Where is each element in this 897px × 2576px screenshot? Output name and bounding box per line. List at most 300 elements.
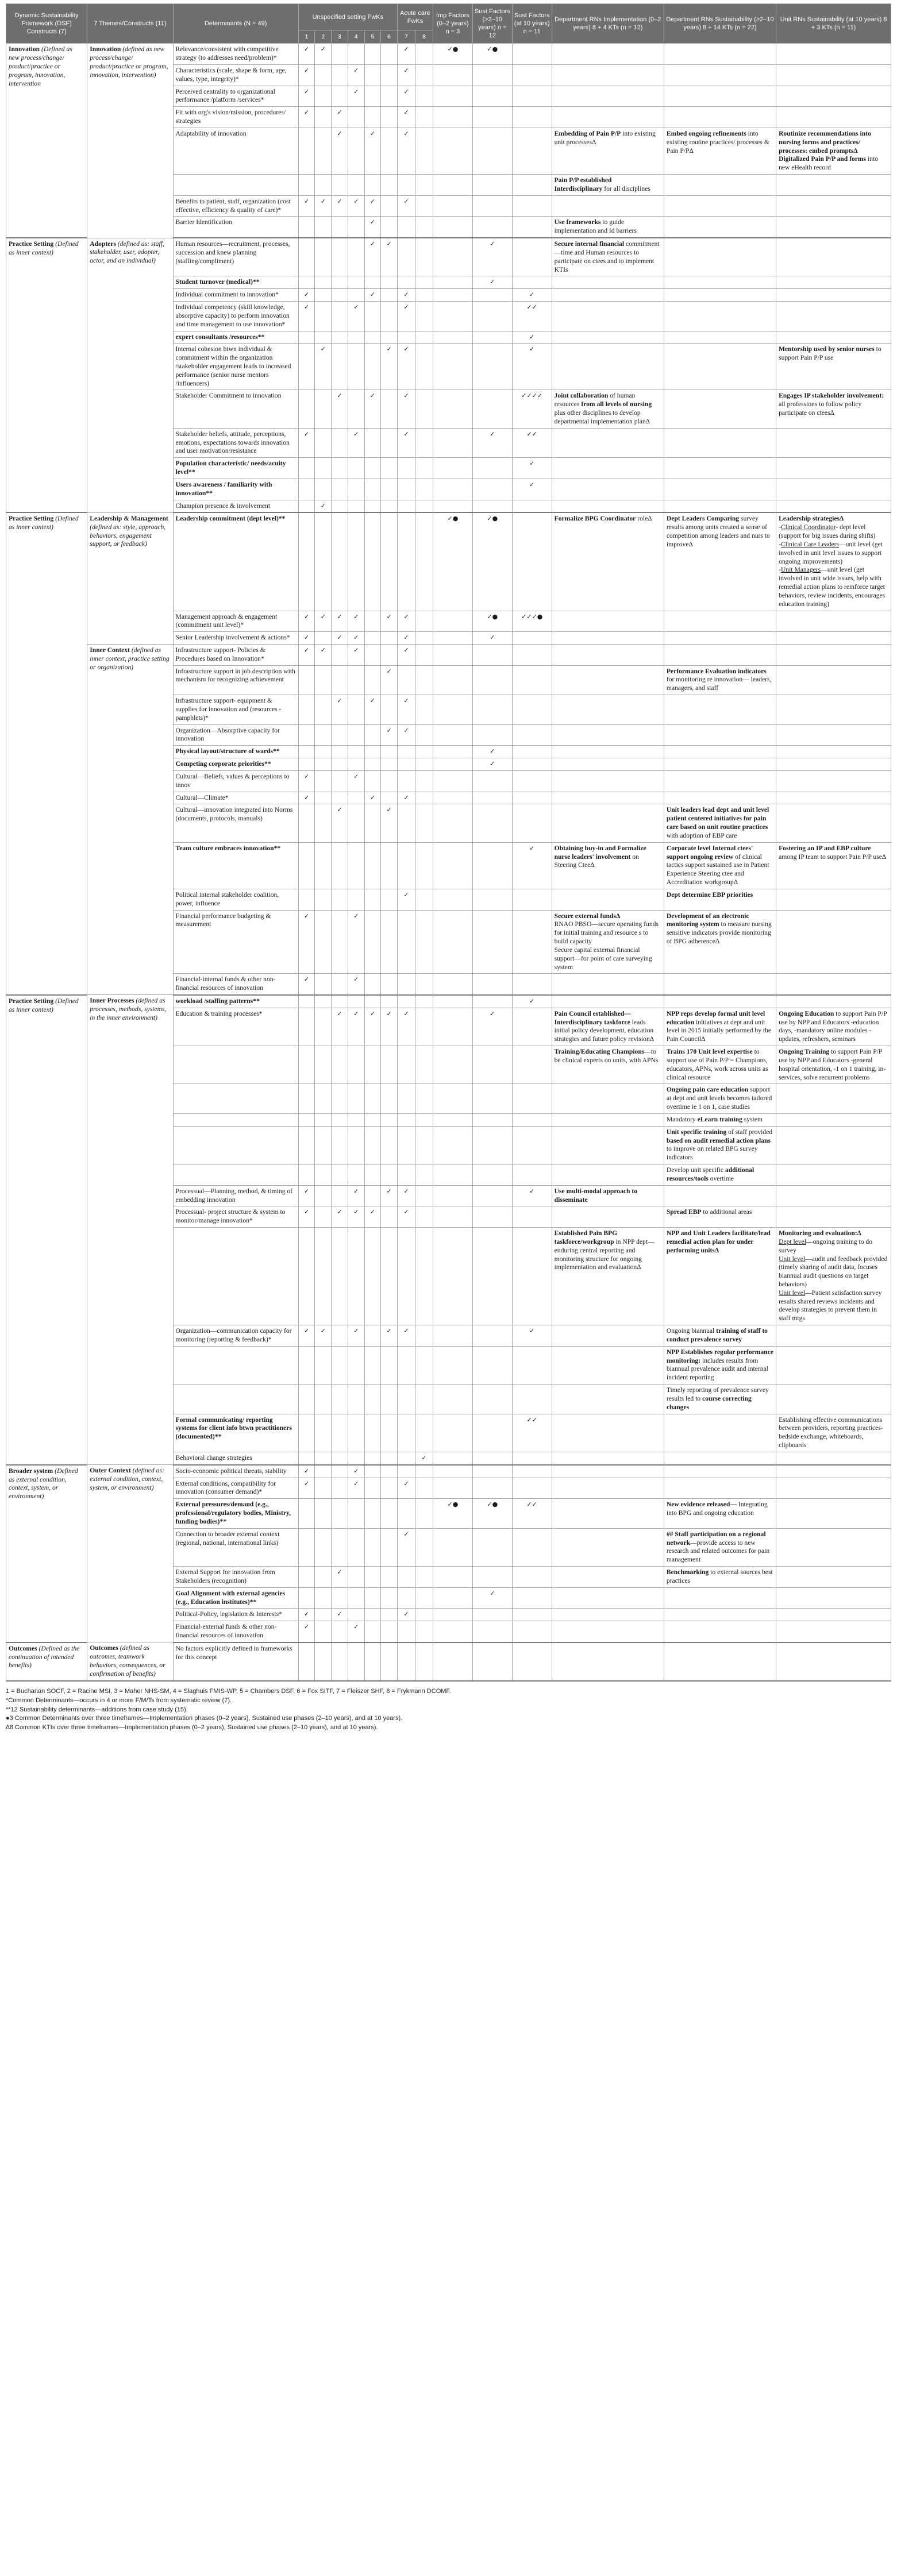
text-run: Financial-external funds & other non-financial resources of innovation [175,1623,277,1639]
header-fwk-4: 4 [348,30,364,44]
dept-sustainability-cell [664,128,776,174]
unit-sustainability-cell [776,1499,891,1528]
dept-sustainability-cell [664,1621,776,1642]
table-row [6,44,891,65]
text-run: Relevance/consistent with competitive strategy (to addresses need/problem)* [175,45,279,62]
text-run: Cultural—innovation integrated into Norms (documents, protocols, manuals) [175,806,293,823]
text-run: Secure capital external financial support—for point of care surveying system [554,946,652,971]
determinant-cell [173,974,298,995]
determinant-cell [173,1113,298,1126]
framework-2-check [315,632,332,645]
sust-10-factor-cell [512,175,552,196]
imp-factor-cell [433,107,472,128]
determinant-cell [173,1499,298,1528]
framework-5-check [364,302,381,331]
theme-construct-cell [87,44,173,238]
determinant-cell [173,44,298,65]
framework-1-check: ✓ [298,1478,315,1499]
imp-factor-cell [433,1385,472,1414]
dept-implementation-cell [552,428,664,457]
text-run: Stakeholder beliefs, attitude, perceptions, emotions, expectations towards innovation and user motivation/resistance [175,430,290,455]
framework-8-check [415,276,433,289]
imp-factor-cell [433,390,472,428]
unit-sustainability-cell [776,1346,891,1384]
sust-factor-cell [472,1206,512,1228]
framework-1-check [298,1385,315,1414]
framework-6-check [381,1642,398,1681]
framework-6-check [381,1046,398,1084]
framework-2-check [315,804,332,842]
framework-1-check [298,804,315,842]
dept-implementation-cell [552,1164,664,1186]
header-sust-factors: Sust Factors (>2–10 years) n = 12 [472,4,512,44]
framework-3-check [332,1587,348,1609]
framework-1-check: ✓ [298,289,315,302]
text-run: for monitoring re innovation— leaders, managers, and staff [666,676,772,692]
text-run: Spread EBP [666,1208,702,1216]
text-run: NPP and Unit Leaders facilitate/lead remedial action plan for under performing units∆ [666,1229,771,1254]
framework-1-check [298,1414,315,1452]
text-run: Team culture embraces innovation** [175,844,281,852]
footnote-common-determinants-timeframes: ●3 Common Determinants over three timeframes—Implementation phases (0–2 years), Sustained use phases (2–10 years), and at 10 years). [6,1715,403,1722]
dept-implementation-cell [552,974,664,995]
text-run: Management approach & engagement (commitment unit level)* [175,612,278,629]
dept-sustainability-cell [664,1084,776,1113]
framework-5-check: ✓ [364,390,381,428]
text-run: to external sources best practices [666,1568,773,1584]
imp-factor-cell [433,500,472,512]
framework-8-check [415,428,433,457]
unit-sustainability-cell [776,238,891,276]
dept-sustainability-cell [664,1126,776,1164]
framework-7-check: ✓ [397,128,415,174]
framework-7-check: ✓ [397,289,415,302]
determinant-cell [173,302,298,331]
framework-8-check [415,1621,433,1642]
sust-10-factor-cell: ✓✓ [512,302,552,331]
text-run: Unit leaders lead dept and unit level patient centered initiatives for pain care based on unit routine practices [666,806,769,831]
text-run: (defined as new process/change/ product/practice or program, innovation, intervention) [90,45,168,79]
framework-1-check [298,665,315,695]
dept-sustainability-cell [664,842,776,889]
framework-4-check [348,889,364,910]
imp-factor-cell [433,758,472,771]
framework-2-check [315,276,332,289]
framework-3-check [332,1228,348,1325]
framework-4-check [348,175,364,196]
framework-5-check [364,758,381,771]
framework-8-check [415,1414,433,1452]
dept-implementation-cell [552,44,664,65]
framework-8-check [415,390,433,428]
dept-sustainability-cell [664,238,776,276]
framework-2-check [315,217,332,238]
framework-1-check: ✓ [298,302,315,331]
header-unspecified-fwks: Unspecified setting FwKs [298,4,397,30]
unit-sustainability-cell [776,44,891,65]
sust-factor-cell [472,107,512,128]
text-run: into existing unit processes∆ [554,129,656,146]
framework-3-check [332,792,348,804]
text-run: Corporate level Internal ctees' support ongoing review [666,844,753,861]
sust-10-factor-cell [512,500,552,512]
text-run: Ongoing biannual [666,1327,717,1335]
unit-sustainability-cell [776,995,891,1008]
imp-factor-cell [433,1164,472,1186]
framework-2-check [315,479,332,500]
framework-6-check [381,500,398,512]
framework-4-check: ✓ [348,770,364,792]
framework-4-check: ✓ [348,302,364,331]
dept-implementation-cell [552,1385,664,1414]
text-run: Cultural—Beliefs, values & perceptions to innov [175,772,290,789]
framework-5-check [364,458,381,479]
dept-implementation-cell [552,1567,664,1588]
header-fwk-7: 7 [397,30,415,44]
dept-implementation-cell [552,107,664,128]
framework-6-check [381,217,398,238]
framework-5-check [364,611,381,632]
framework-5-check [364,479,381,500]
framework-6-check [381,86,398,107]
determinant-cell [173,695,298,724]
framework-5-check [364,1084,381,1113]
text-run: - [779,523,781,531]
framework-5-check [364,1478,381,1499]
dsf-construct-cell [6,44,87,238]
framework-2-check [315,974,332,995]
sust-factor-cell [472,1478,512,1499]
framework-1-check [298,1113,315,1126]
imp-factor-cell [433,770,472,792]
sust-factor-cell [472,804,512,842]
dept-implementation-cell [552,724,664,746]
sust-factor-cell [472,302,512,331]
framework-5-check: ✓ [364,289,381,302]
unit-sustainability-cell [776,1587,891,1609]
theme-construct-cell [87,1465,173,1642]
framework-8-check [415,1206,433,1228]
framework-7-check: ✓ [397,889,415,910]
imp-factor-cell [433,611,472,632]
text-run: Infrastructure support- Policies & Procedures based on Innovation* [175,646,265,662]
framework-7-check [397,1084,415,1113]
table-row [6,238,891,276]
text-run: Senior Leadership involvement & actions* [175,634,290,642]
framework-3-check [332,1528,348,1566]
framework-3-check: ✓ [332,195,348,217]
framework-1-check [298,479,315,500]
framework-7-check [397,1346,415,1384]
framework-5-check [364,724,381,746]
dept-sustainability-cell [664,1452,776,1464]
framework-6-check [381,1452,398,1464]
determinant-cell [173,428,298,457]
framework-1-check [298,512,315,611]
framework-5-check [364,344,381,390]
framework-3-check [332,770,348,792]
framework-8-check [415,217,433,238]
unit-sustainability-cell [776,758,891,771]
sust-10-factor-cell: ✓✓✓● [512,611,552,632]
framework-2-check [315,238,332,276]
determinant-cell [173,175,298,196]
framework-7-check [397,974,415,995]
framework-5-check [364,107,381,128]
unit-sustainability-cell [776,910,891,974]
framework-8-check [415,842,433,889]
dept-implementation-cell [552,1046,664,1084]
sust-10-factor-cell [512,1642,552,1681]
framework-6-check [381,1126,398,1164]
dept-sustainability-cell [664,1528,776,1566]
text-run: Outcomes [9,1644,39,1652]
framework-6-check [381,1084,398,1113]
framework-6-check [381,428,398,457]
imp-factor-cell [433,645,472,666]
text-run: Stakeholder Commitment to innovation [175,392,282,400]
unit-sustainability-cell [776,458,891,479]
unit-sustainability-cell [776,804,891,842]
dept-implementation-cell [552,889,664,910]
dept-implementation-cell [552,1609,664,1621]
text-run: Competing corporate priorities** [175,760,271,768]
unit-sustainability-cell [776,746,891,758]
text-run: (defined as inner context, practice setting or organization) [90,646,170,671]
dept-implementation-cell [552,1452,664,1464]
framework-5-check [364,1528,381,1566]
imp-factor-cell [433,217,472,238]
framework-2-check [315,695,332,724]
determinant-cell [173,792,298,804]
framework-2-check [315,390,332,428]
framework-7-check [397,1465,415,1478]
framework-2-check: ✓ [315,44,332,65]
text-run: Training/Educating Champions [554,1048,645,1056]
framework-7-check [397,910,415,974]
framework-3-check [332,1325,348,1347]
text-run: to support Pain P/P use [779,345,881,362]
dept-sustainability-cell [664,86,776,107]
framework-8-check [415,458,433,479]
imp-factor-cell [433,195,472,217]
framework-5-check: ✓ [364,195,381,217]
framework-1-check [298,1587,315,1609]
framework-3-check [332,746,348,758]
framework-6-check [381,458,398,479]
framework-7-check: ✓ [397,632,415,645]
framework-4-check: ✓ [348,910,364,974]
framework-8-check [415,995,433,1008]
imp-factor-cell [433,1567,472,1588]
text-run: to guide implementation and Id barriers [554,218,637,235]
imp-factor-cell [433,1325,472,1347]
unit-sustainability-cell [776,1185,891,1206]
framework-8-check [415,175,433,196]
text-run: with adoption of EBP care [666,831,737,839]
framework-4-check [348,1528,364,1566]
sust-factor-cell [472,1325,512,1347]
framework-8-check [415,44,433,65]
determinant-cell [173,331,298,344]
framework-8-check [415,128,433,174]
framework-1-check [298,1567,315,1588]
text-run: of clinical tactics support sustained use in Patient Experience Steering ctee and Accreditation workgroup∆ [666,853,769,886]
framework-5-check [364,512,381,611]
dept-implementation-cell [552,128,664,174]
framework-2-check [315,1113,332,1126]
framework-5-check: ✓ [364,217,381,238]
framework-5-check [364,86,381,107]
imp-factor-cell [433,889,472,910]
framework-7-check: ✓ [397,107,415,128]
framework-6-check [381,44,398,65]
framework-3-check [332,1185,348,1206]
framework-5-check [364,1567,381,1588]
text-run: Processual- project structure & system to monitor/manage innovation* [175,1208,286,1225]
determinant-cell [173,238,298,276]
text-run: role∆ [636,515,652,523]
framework-7-check: ✓ [397,1206,415,1228]
sust-factor-cell [472,86,512,107]
framework-5-check: ✓ [364,1206,381,1228]
framework-8-check [415,889,433,910]
imp-factor-cell [433,1465,472,1478]
framework-4-check [348,724,364,746]
framework-1-check [298,889,315,910]
imp-factor-cell [433,128,472,174]
framework-1-check [298,758,315,771]
dept-implementation-cell [552,512,664,611]
text-run: support at dept and unit levels becomes tailored overtime ie 1 on 1, case studies [666,1086,772,1111]
sust-10-factor-cell [512,889,552,910]
framework-3-check [332,1465,348,1478]
header-fwk-1: 1 [298,30,315,44]
framework-5-check: ✓ [364,238,381,276]
unit-sustainability-cell [776,217,891,238]
framework-4-check [348,804,364,842]
unit-sustainability-cell [776,724,891,746]
framework-1-check [298,500,315,512]
text-run: Goal Alignment with external agencies (e.g., Education institutes)** [175,1589,286,1606]
framework-4-check [348,1567,364,1588]
sust-10-factor-cell [512,1164,552,1186]
text-run: Practice Setting [9,240,56,248]
framework-4-check: ✓ [348,632,364,645]
sust-factor-cell [472,665,512,695]
framework-4-check [348,665,364,695]
text-run: Population characteristic/ needs/acuity level** [175,460,286,476]
dept-implementation-cell [552,1587,664,1609]
text-run: Individual commitment to innovation* [175,291,279,299]
framework-5-check [364,889,381,910]
framework-1-check [298,1452,315,1464]
framework-6-check [381,632,398,645]
sust-10-factor-cell [512,128,552,174]
determinant-cell [173,1126,298,1164]
imp-factor-cell [433,1642,472,1681]
text-run: Inner Processes [90,997,136,1005]
determinant-cell [173,390,298,428]
framework-3-check [332,1499,348,1528]
framework-2-check: ✓ [315,195,332,217]
dept-sustainability-cell [664,107,776,128]
sust-factor-cell [472,64,512,86]
text-run: Fostering an IP and EBP culture [779,844,871,852]
unit-sustainability-cell [776,1414,891,1452]
imp-factor-cell [433,64,472,86]
determinant-cell [173,1164,298,1186]
text-run: Joint collaboration [554,392,609,400]
unit-sustainability-cell [776,289,891,302]
sust-factor-cell [472,695,512,724]
determinant-cell [173,1567,298,1588]
dept-sustainability-cell [664,195,776,217]
framework-2-check [315,1206,332,1228]
text-run: (Defined as inner context) [9,997,79,1013]
dept-sustainability-cell [664,1185,776,1206]
text-run: Ongoing pain care education [666,1086,749,1094]
dsf-construct-cell [6,512,87,995]
framework-1-check [298,746,315,758]
framework-4-check [348,390,364,428]
sust-factor-cell [472,331,512,344]
text-run: (Defined as inner context) [9,240,79,256]
sust-factor-cell: ✓ [472,758,512,771]
text-run: (defined as: external condition, context, system, or environment) [90,1467,164,1491]
imp-factor-cell [433,746,472,758]
sust-10-factor-cell [512,86,552,107]
text-run: Infrastructure support in job description with mechanism for recognizing achievement [175,667,295,684]
unit-sustainability-cell [776,175,891,196]
framework-3-check [332,1164,348,1186]
framework-6-check: ✓ [381,665,398,695]
framework-8-check [415,1325,433,1347]
dept-sustainability-cell [664,974,776,995]
framework-1-check [298,695,315,724]
framework-2-check [315,1465,332,1478]
framework-1-check: ✓ [298,44,315,65]
framework-3-check: ✓ [332,695,348,724]
dept-implementation-cell [552,390,664,428]
framework-1-check: ✓ [298,1206,315,1228]
text-run: Financial performance budgeting & measurement [175,912,271,928]
sust-10-factor-cell [512,512,552,611]
text-run: for all disciplines [602,184,650,192]
text-run: Monitoring and evaluation:∆ [779,1229,861,1237]
framework-7-check [397,512,415,611]
determinant-cell [173,1465,298,1478]
framework-5-check [364,44,381,65]
determinant-cell [173,758,298,771]
framework-4-check [348,331,364,344]
framework-6-check [381,842,398,889]
framework-2-check [315,1008,332,1046]
text-run: Characteristics (scale, shape & form, age, values, type, integrity)* [175,66,287,83]
framework-4-check: ✓ [348,1478,364,1499]
sust-factor-cell [472,1642,512,1681]
sust-factor-cell [472,889,512,910]
dept-sustainability-cell [664,302,776,331]
framework-1-check [298,842,315,889]
imp-factor-cell [433,1046,472,1084]
determinant-cell [173,479,298,500]
framework-5-check [364,746,381,758]
text-run: NPP Establishes regular performance monitoring: [666,1348,773,1364]
imp-factor-cell [433,289,472,302]
dept-sustainability-cell [664,1113,776,1126]
framework-1-check: ✓ [298,1621,315,1642]
